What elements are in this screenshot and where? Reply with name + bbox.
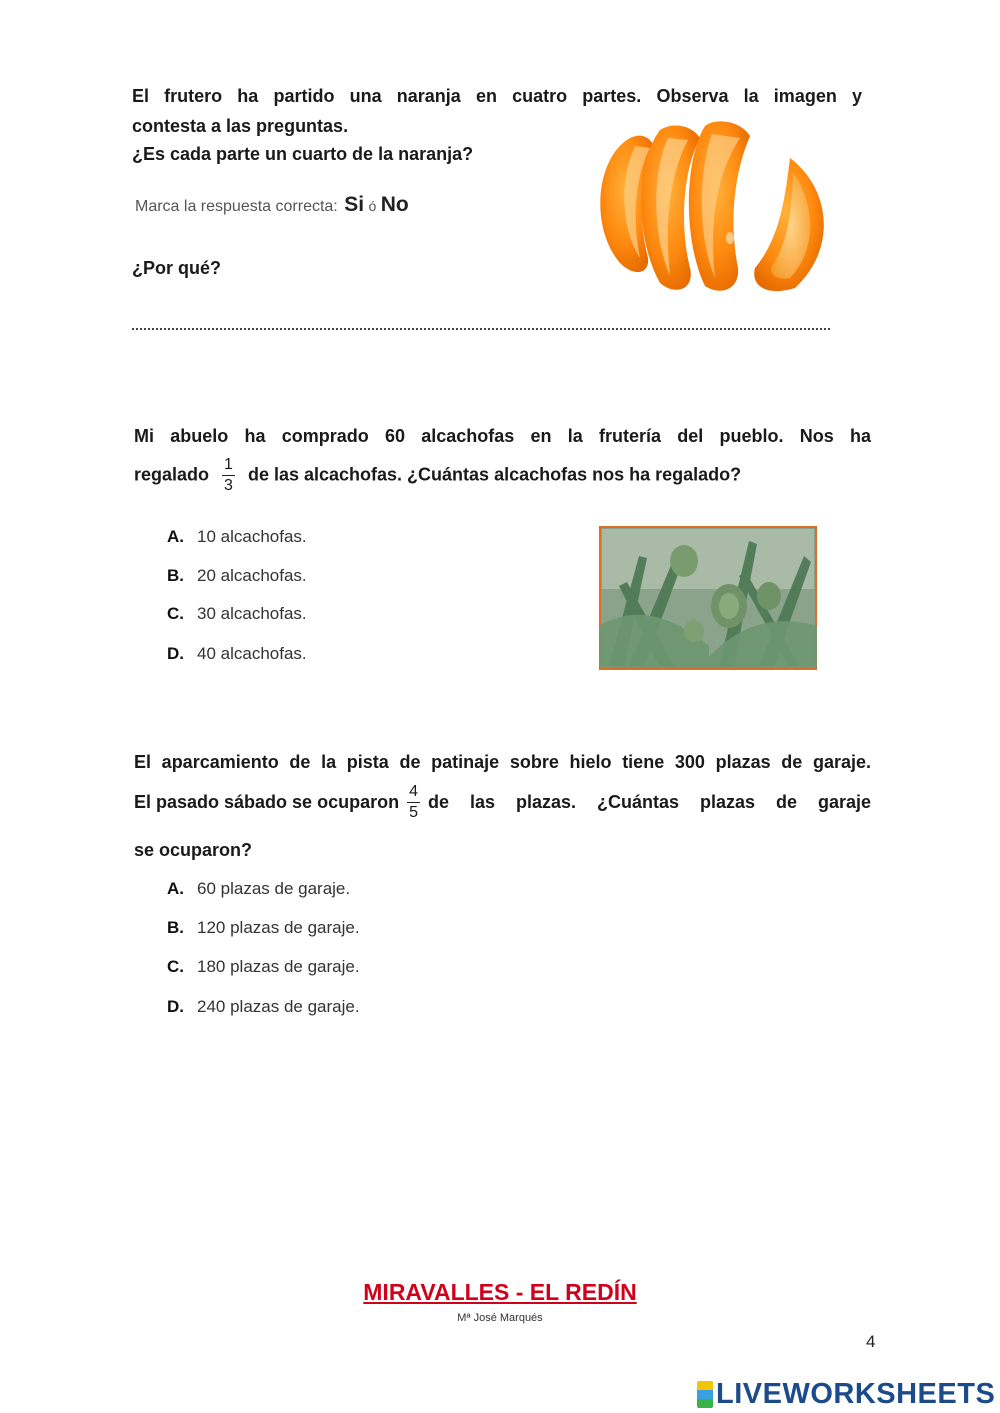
q2-option-b[interactable]	[167, 566, 307, 586]
q2-line2-post: de las alcachofas. ¿Cuántas alcachofas nos ha regalado?	[247, 464, 742, 485]
q2-line1: Mi abuelo ha comprado 60 alcachofas en la frutería del pueblo. Nos ha	[134, 426, 871, 446]
q1-line1: El frutero ha partido una naranja en cuatro partes. Observa la imagen y	[132, 86, 862, 106]
option-text: 60 plazas de garaje.	[197, 879, 351, 898]
q3-line2	[134, 782, 871, 823]
fraction-numerator: 1	[222, 455, 235, 476]
option-letter: A.	[167, 879, 184, 898]
option-letter: B.	[167, 918, 184, 937]
q3-option-a[interactable]	[167, 879, 350, 899]
liveworksheets-logo[interactable]	[697, 1378, 995, 1411]
mark-answer-row	[135, 193, 409, 217]
artichoke-image	[599, 526, 817, 670]
fraction-one-third	[222, 455, 235, 496]
q1-line2: contesta a las preguntas.	[132, 116, 349, 136]
page-number: 4	[866, 1332, 876, 1351]
q3-option-d[interactable]	[167, 997, 360, 1017]
q3-line1: El aparcamiento de la pista de patinaje sobre hielo tiene 300 plazas de garaje.	[134, 752, 871, 772]
q3-line2-post: de las plazas. ¿Cuántas plazas de garaje	[427, 792, 871, 812]
q3-option-c[interactable]	[167, 957, 360, 977]
option-letter: B.	[167, 566, 184, 585]
fraction-numerator: 4	[407, 782, 420, 803]
q3-line3: se ocuparon?	[134, 840, 253, 860]
q1-question: ¿Es cada parte un cuarto de la naranja?	[132, 144, 474, 164]
why-label: ¿Por qué?	[132, 258, 221, 278]
q2-option-c[interactable]	[167, 604, 307, 624]
option-text: 10 alcachofas.	[197, 527, 307, 546]
live-badge-icon	[697, 1381, 713, 1409]
option-text: 120 plazas de garaje.	[197, 918, 360, 937]
q2-option-a[interactable]	[167, 527, 307, 547]
option-text: 180 plazas de garaje.	[197, 957, 360, 976]
fraction-four-fifths	[407, 782, 420, 823]
option-text: 30 alcachofas.	[197, 604, 307, 623]
option-letter: D.	[167, 997, 184, 1016]
fraction-denominator: 3	[224, 477, 233, 494]
option-text: 240 plazas de garaje.	[197, 997, 360, 1016]
q3-option-b[interactable]	[167, 918, 360, 938]
q2-option-d[interactable]	[167, 644, 307, 664]
option-letter: C.	[167, 957, 184, 976]
option-letter: A.	[167, 527, 184, 546]
no-option[interactable]: No	[380, 193, 409, 216]
q3-line2-pre: El pasado sábado se ocuparon	[134, 792, 400, 812]
orange-image	[590, 118, 835, 296]
fraction-denominator: 5	[409, 804, 418, 821]
option-text: 40 alcachofas.	[197, 644, 307, 663]
q2-line2	[134, 455, 741, 496]
footer-title: MIRAVALLES - EL REDÍN	[363, 1279, 637, 1305]
footer-author: Mª José Marqués	[457, 1312, 543, 1324]
option-text: 20 alcachofas.	[197, 566, 307, 585]
answer-line[interactable]	[132, 318, 830, 330]
option-letter: D.	[167, 644, 184, 663]
brand-name: LIVEWORKSHEETS	[716, 1378, 996, 1410]
q2-line2-pre: regalado	[134, 464, 210, 485]
mark-label: Marca la respuesta correcta:	[135, 198, 338, 215]
option-letter: C.	[167, 604, 184, 623]
yes-option[interactable]: Si	[344, 193, 365, 216]
or-text: ó	[368, 198, 377, 214]
